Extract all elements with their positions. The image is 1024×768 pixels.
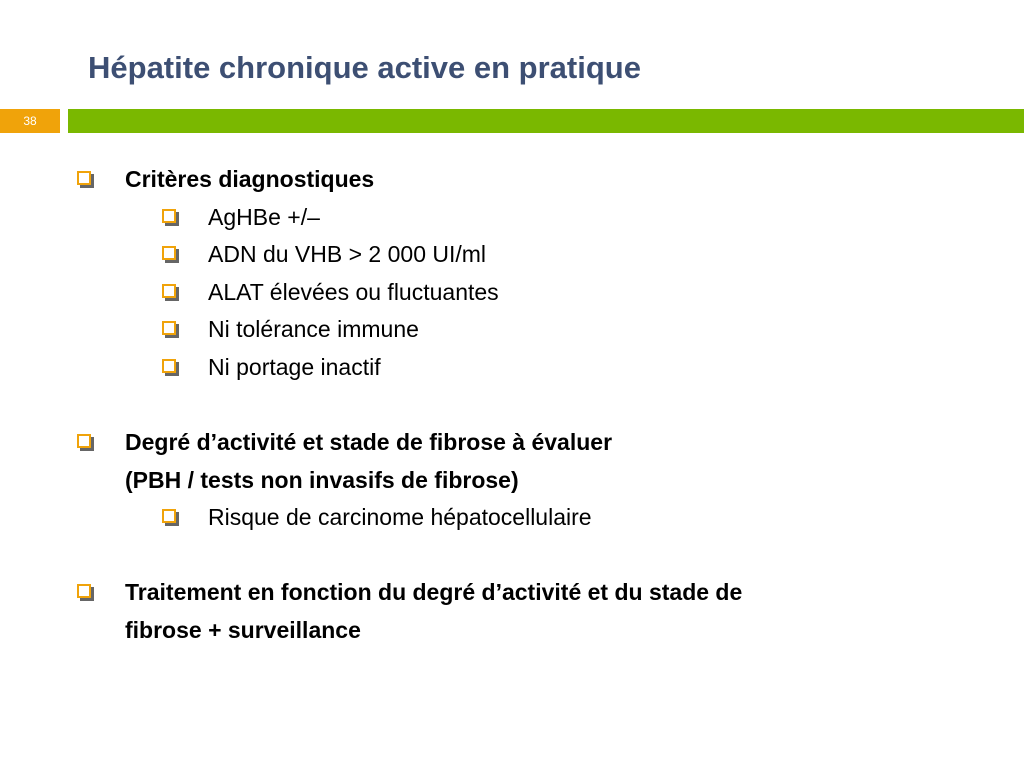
sub-bullet-portage	[208, 348, 381, 386]
bullet-text: ADN du VHB > 2 000 UI/ml	[208, 241, 487, 267]
bullet-text: Risque de carcinome hépatocellulaire	[208, 504, 592, 530]
sub-bullet-alat	[208, 273, 499, 311]
bullet-text: Traitement en fonction du degré d’activité et du stade de	[125, 579, 743, 605]
bullet-text: Ni portage inactif	[208, 354, 381, 380]
bullet-text: ALAT élevées ou fluctuantes	[208, 279, 499, 305]
checkbox-bullet-icon	[162, 359, 176, 373]
bullet-traitement	[125, 573, 742, 611]
green-accent-bar	[68, 109, 1024, 133]
page-number: 38	[0, 109, 60, 133]
checkbox-bullet-icon	[162, 209, 176, 223]
bullet-text: Degré d’activité et stade de fibrose à évaluer	[125, 429, 613, 455]
checkbox-bullet-icon	[77, 171, 91, 185]
bullet-continuation: fibrose + surveillance	[125, 617, 361, 643]
checkbox-bullet-icon	[162, 246, 176, 260]
sub-bullet-aghbe	[208, 198, 320, 236]
sub-bullet-tolerance	[208, 310, 419, 348]
checkbox-bullet-icon	[162, 509, 176, 523]
checkbox-bullet-icon	[162, 284, 176, 298]
bullet-text: Critères diagnostiques	[125, 166, 375, 192]
bullet-continuation: (PBH / tests non invasifs de fibrose)	[125, 467, 519, 493]
checkbox-bullet-icon	[162, 321, 176, 335]
checkbox-bullet-icon	[77, 434, 91, 448]
bullet-text: AgHBe +/–	[208, 204, 320, 230]
slide-title: Hépatite chronique active en pratique	[88, 50, 641, 85]
bullet-degre-activite	[125, 423, 612, 461]
bullet-criteres	[125, 160, 374, 198]
sub-bullet-carcinome	[208, 498, 592, 536]
sub-bullet-adn	[208, 235, 486, 273]
checkbox-bullet-icon	[77, 584, 91, 598]
bullet-text: Ni tolérance immune	[208, 316, 419, 342]
